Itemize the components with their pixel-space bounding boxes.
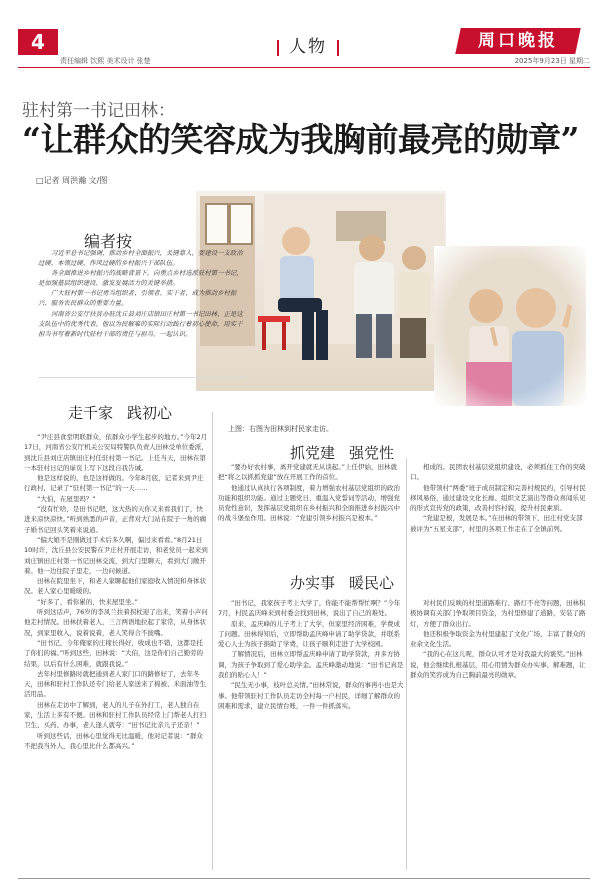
paragraph: “党建是根，发展是本。”在田林的带领下，田庄村党支部被评为“五星支部”，村里的各项工作走在了全镇前列。 [410, 514, 583, 533]
heading-part: 走千家 [68, 404, 114, 422]
section-1-text [24, 432, 208, 872]
column-divider [212, 412, 213, 870]
meta-line [60, 56, 590, 66]
paragraph: 对村民们反映的村里道路难行、路灯不亮等问题，田林积极协调有关部门争取项目资金，为村里修建了道路，安装了路灯，方便了群众出行。 [410, 599, 586, 628]
paragraph: 他还积极争取资金为村里建起了文化广场，丰富了群众的业余文化生活。 [410, 629, 586, 649]
section-title [258, 32, 358, 57]
editor-note-paragraph: 习近平总书记强调，推动乡村全面振兴，关键靠人，要建设一支政治过硬、本领过硬、作风过硬的乡村振兴干部队伍。 [38, 249, 243, 268]
paragraph: “要办好农村事，离开党建就无从谈起。”上任伊始，田林就把“将之以抓抓党建”放在开展工作的首位。 [218, 463, 397, 482]
paragraph: “民生无小事，枝叶总关情。”田林常说，群众的事再小也是大事。他带领驻村工作队员走访全村每一户村民，详细了解群众的困难和需求，建立民情台账，一件一件抓落实。 [218, 681, 404, 710]
section-3-text-b [410, 598, 588, 872]
byline: □记者 周洪瀚 文/图 [36, 176, 108, 185]
section-bar-left [277, 40, 279, 56]
paragraph: 他带领村“两委”班子成员制定和完善村规民约，引导村民移风易俗，通过建设文化长廊、组织文艺演出等群众喜闻乐见的形式宣传党的政策，改善村容村貌，提升村民素质。 [410, 483, 586, 513]
editor-note-paragraph: 各全面推进乡村振兴的战略背景下，向重点乡村选派驻村第一书记，是加强基层组织建设、激发发展活力的关键举措。 [38, 269, 243, 288]
kicker: 驻村第一书记田林： [22, 101, 175, 121]
paragraph: 原来，孟庆峰的儿子考上了大学，但家里经济困难，学费成了问题。田林得知后，立即帮助孟庆峰申请了助学贷款，并联系爱心人士为孩子捐助了学费，让孩子顺利走进了大学校园。 [218, 619, 400, 649]
section-3-text-a [218, 598, 404, 872]
page-header [0, 0, 600, 65]
paragraph: 他是这样说的，也是这样做的。今年8月底，记者来到尹庄行政村，记录了“驻村第一书记”的一天…… [24, 474, 204, 493]
paragraph: “偏大娘不是刚做过手术后多久啊，偏过来看看。”8月21日10时许，沈丘县公安民警在尹庄村开展走访，和老党员一起来到刘庄镇田庄村第一书记田林交流，到大门里聊天，看到大门敞开着。他一边往院子里走，一边问候道。 [24, 535, 208, 575]
section-2-text-a [218, 462, 404, 562]
editor-note-body [38, 248, 246, 378]
editor-note-paragraph: 广大驻村第一书记勇当组织者、引领者、实干者，成为推动乡村振兴、服务农民群众的重要力量。 [38, 289, 237, 308]
paragraph: “没有忙啥，是田书记吧，这大热的天你又来看我们了，快进来凉快凉快。”听到熟悉的声音，正背对大门站在院子一角的瘸子婚书记回头笑着来说道。 [24, 505, 207, 534]
header-rule [18, 67, 590, 68]
paragraph: “我的心在这儿呢，群众认可才是对我最大的褒奖。”田林说，他会继续扎根基层，用心用情为群众办实事、解难题，让群众的笑容成为自己胸前最亮的勋章。 [410, 650, 586, 680]
feature-photo [186, 186, 586, 406]
paragraph: “田书记，我家孩子考上大学了，你能不能帮帮忙啊？”今年7月，村民孟庆峰来到村委会找到田林，说出了自己的难处。 [218, 599, 401, 618]
paragraph: 他通过认真执行各项制度，着力增强农村基层党组织的政治功能和组织功能。通过主题党日、重温入党誓词等活动，增强党员党性意识，发挥基层党组织在乡村振兴和全面推进乡村振兴中的战斗堡垒作用。田林说：“党建引领乡村振兴是根本。” [218, 483, 400, 523]
issue-date: 2025年9月23日 星期二 [514, 57, 590, 65]
logo-text: 周口晚报 [478, 31, 558, 51]
photo-caption: 上图：右图为田林到村民家走访。 [228, 425, 333, 433]
paragraph: “大伯，在屋里吗？” [37, 494, 96, 503]
paragraph: 了解情况后，田林立即帮孟庆峰申请了助学贷款，并多方协调，为孩子争取到了爱心助学金。孟庆峰激动地说：“田书记真是我们的贴心人！” [218, 650, 404, 680]
editor-note-paragraph: 河南省公安厅扶贫办驻沈丘县刘庄店镇田庄村第一书记田林，正是这支队伍中的优秀代表。他以为民解难的实际行动践行着初心使命，用实干担当书写着新时代驻村干部的责任与担当。一起认识。 [38, 309, 243, 338]
heading-part: 办实事 [290, 574, 336, 592]
heading-part: 抓党建 [290, 444, 336, 462]
paragraph: “尹庄县食堂明联群众，依群众小学生起步的地方。”今年2月17日，河南省公安厅机关公安局特警队负责人田林受单位委派，到沈丘县刘庄店镇田庄村任驻村第一书记。上任当天，田林在第一本驻村日记的扉页上写下这段自我告诫。 [24, 433, 208, 472]
section-bar-right [337, 40, 339, 56]
paragraph: 田林在走访中了解到，老人的儿子在外打工，老人独自在家，生活上多有不便。田林和驻村工作队员经常上门帮老人打扫卫生、买药、办事，老人逢人就夸：“田书记比亲儿子还亲！” [24, 700, 206, 730]
heading-part: 暖民心 [349, 574, 395, 592]
editor-credits: 责任编辑 饮熙 美术设计 张楚 [60, 57, 151, 65]
heading-part: 践初心 [127, 404, 173, 422]
section-heading-2 [290, 442, 394, 463]
paragraph: 听到这话声，76岁的李凤兰拄着拐杖迎了出来，笑着小声问他走村情况。田林扶着老人，三言两语地拉起了家常，从身体状况，到家里收入，说着说着，老人笑得合不拢嘴。 [24, 608, 208, 637]
page-number: 4 [18, 29, 58, 55]
headline: “让群众的笑容成为我胸前最亮的勋章” [22, 120, 579, 159]
photo-illustration [186, 186, 586, 406]
section-heading-3 [290, 572, 394, 593]
paragraph: “好多了，看你累的，快来屋里坐。” [37, 597, 138, 606]
column-divider [406, 458, 407, 870]
heading-part: 强党性 [349, 444, 395, 462]
paragraph: “田书记，今年俺家的庄稼长得好，收成也不错，这都是托了你们的福。”听到这些，田林说：“大伯，这是你们自己勤劳的结果，以后有什么困难，就跟我说。” [24, 638, 203, 668]
section-2-text-b [410, 462, 588, 562]
section-label: 人物 [289, 37, 327, 57]
editor-note-title: 编者按 [84, 232, 133, 251]
paragraph: 相成的。民团农村基层党组织建设，必须抓住工作的突破口。 [410, 463, 586, 482]
paragraph: 听到这些话，田林心里觉得无比温暖，他对记者说：“群众不把我当外人，我心里比什么都高兴。” [24, 731, 203, 750]
newspaper-logo [455, 28, 581, 54]
section-heading-1 [68, 402, 172, 423]
paragraph: 去年村里修路时就把通到老人家门口的路修好了，去年冬天，田林和驻村工作队还专门给老人家送来了棉被、米面油等生活用品。 [24, 669, 206, 699]
footer-rule [18, 878, 590, 879]
paragraph: 田林在院里坐下，和老人家聊起他们家庭收入情况和身体状况。老人家心里暖暖的。 [24, 577, 206, 596]
